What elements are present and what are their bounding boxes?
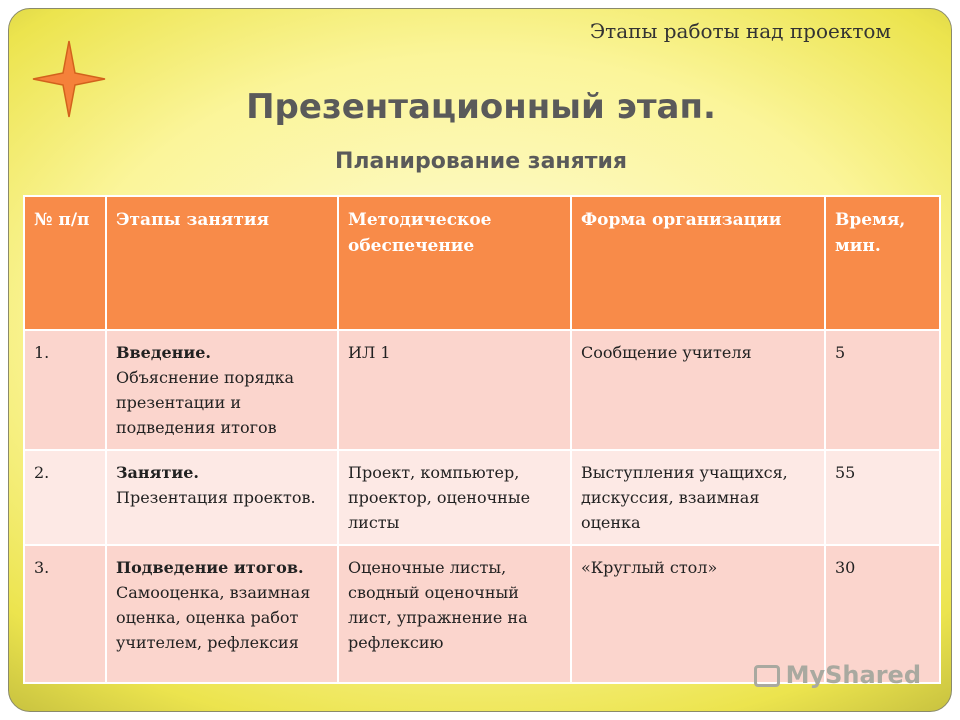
table-row: [24, 450, 940, 545]
stage-title: Занятие.: [116, 463, 199, 482]
time-cell: 30: [825, 545, 940, 683]
table-header-row: [24, 196, 940, 330]
form-cell: «Круглый стол»: [571, 545, 825, 683]
column-header-stages: Этапы занятия: [106, 196, 338, 330]
time-cell: 55: [825, 450, 940, 545]
stage-title: Подведение итогов.: [116, 558, 304, 577]
time-cell: 5: [825, 330, 940, 450]
column-header-number: № п/п: [24, 196, 106, 330]
row-number: 1.: [24, 330, 106, 450]
form-cell: Выступления учащихся, дискуссия, взаимная оценка: [571, 450, 825, 545]
lesson-plan-table: [23, 195, 941, 684]
watermark: [754, 661, 921, 689]
stage-cell: [106, 450, 338, 545]
row-number: 2.: [24, 450, 106, 545]
form-cell: Сообщение учителя: [571, 330, 825, 450]
slide: [8, 8, 952, 712]
stage-description: Самооценка, взаимная оценка, оценка работ учителем, рефлексия: [116, 583, 311, 652]
column-header-form: Форма организации: [571, 196, 825, 330]
stage-cell: [106, 330, 338, 450]
slide-subtitle: Планирование занятия: [334, 149, 628, 174]
slide-title: Презентационный этап.: [246, 87, 716, 127]
slide-topic: Этапы работы над проектом: [589, 19, 891, 43]
table-row: [24, 330, 940, 450]
stage-title: Введение.: [116, 343, 211, 362]
support-cell: Оценочные листы, сводный оценочный лист, упражнение на рефлексию: [338, 545, 571, 683]
stage-description: Презентация проектов.: [116, 488, 316, 507]
column-header-time: Время, мин.: [825, 196, 940, 330]
row-number: 3.: [24, 545, 106, 683]
support-cell: Проект, компьютер, проектор, оценочные листы: [338, 450, 571, 545]
presentation-icon: [754, 665, 780, 687]
column-header-support: Методическое обеспечение: [338, 196, 571, 330]
stage-cell: [106, 545, 338, 683]
watermark-text: MyShared: [785, 661, 921, 689]
stage-description: Объяснение порядка презентации и подведения итогов: [116, 368, 295, 437]
support-cell: ИЛ 1: [338, 330, 571, 450]
